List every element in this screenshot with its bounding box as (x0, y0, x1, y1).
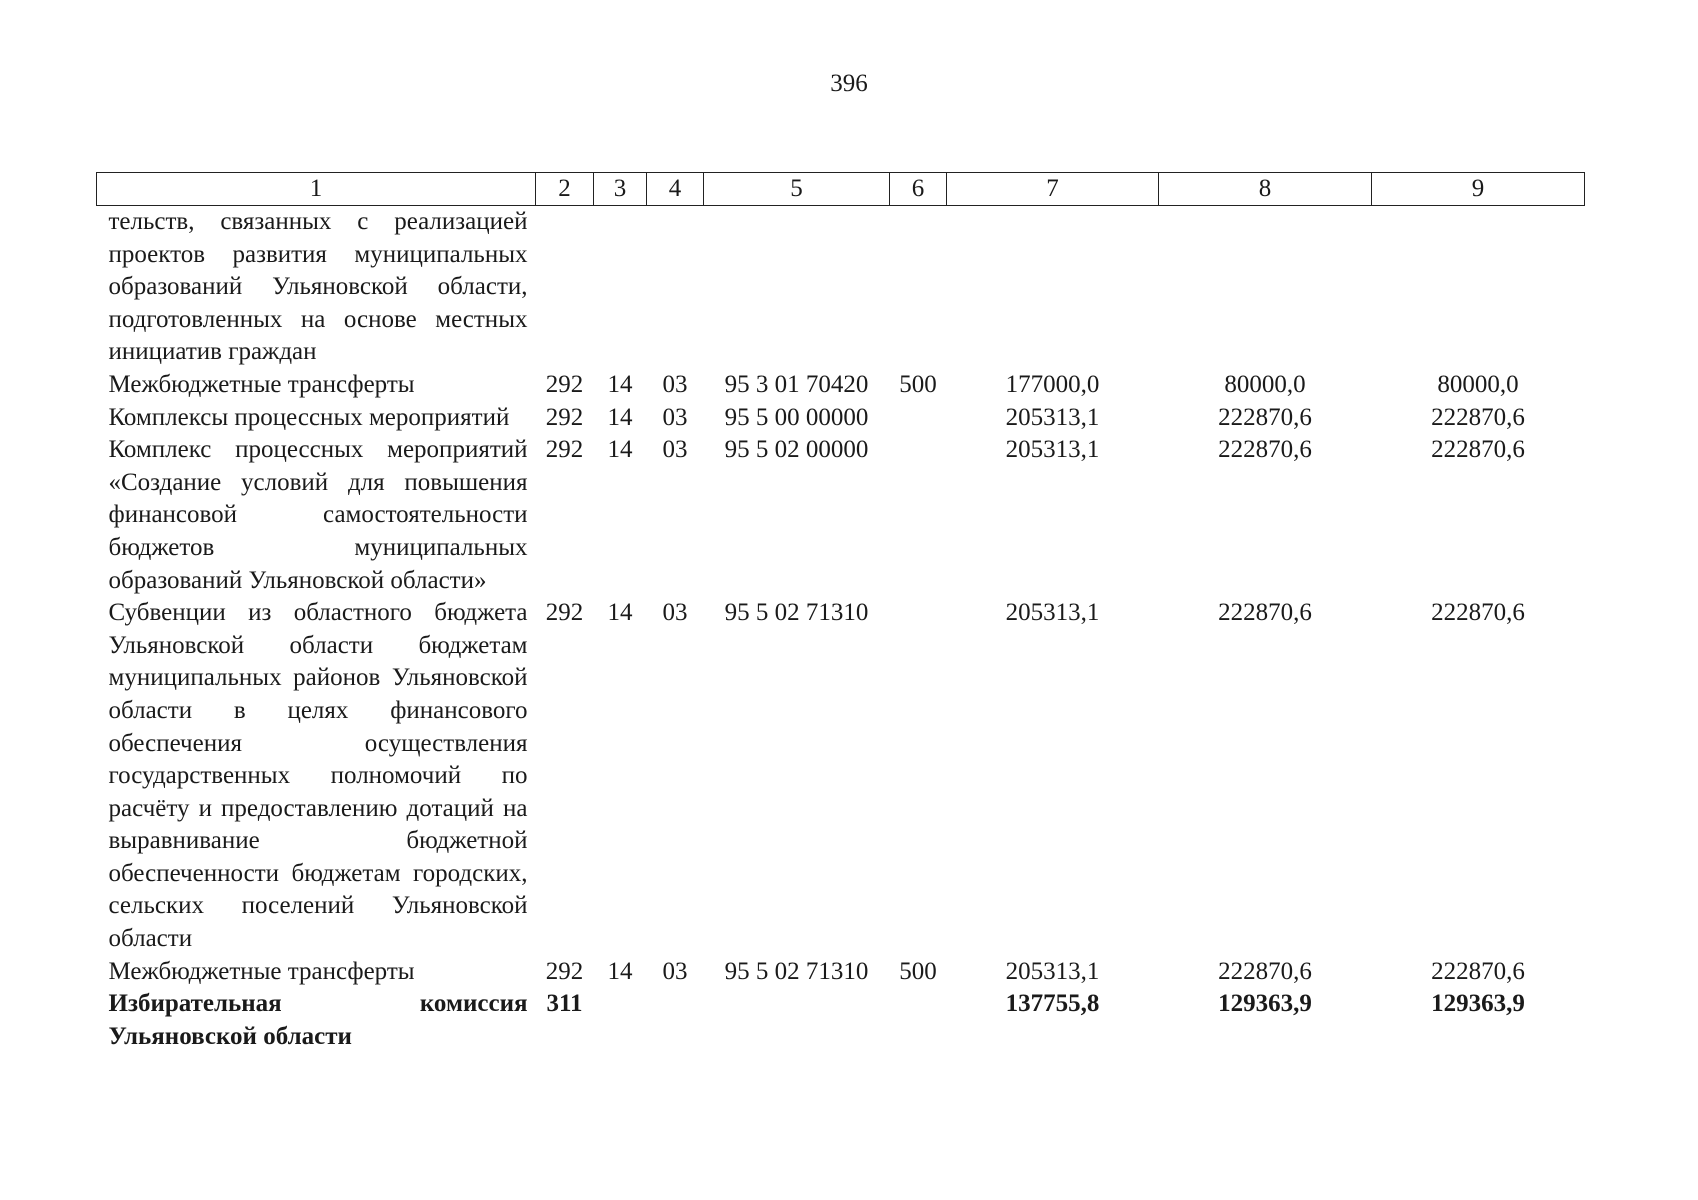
item-name-cell: Избирательная комиссия Ульяновской области (108, 990, 528, 1050)
table-row (97, 956, 1585, 989)
table-row (97, 206, 1585, 369)
expense-type-cell (890, 988, 947, 1053)
target-article-cell: 95 5 02 00000 (724, 436, 869, 464)
amount-year-2-cell: 222870,6 (1218, 436, 1312, 464)
amount-year-3-cell: 222870,6 (1431, 957, 1525, 985)
expense-type-cell (890, 597, 947, 956)
column-header-3: 3 (594, 173, 647, 206)
expense-type-cell: 500 (899, 370, 937, 398)
section-cell: 14 (607, 957, 633, 985)
amount-year-1-cell (947, 206, 1159, 369)
ministry-code-cell: 292 (545, 370, 584, 398)
amount-year-1-cell: 205313,1 (1005, 436, 1100, 464)
table-body (97, 206, 1585, 1054)
amount-year-3-cell: 222870,6 (1431, 599, 1525, 627)
target-article-cell: 95 3 01 70420 (724, 370, 869, 398)
column-header-5: 5 (704, 173, 890, 206)
amount-year-2-cell: 129363,9 (1218, 990, 1312, 1018)
amount-year-2-cell (1159, 206, 1372, 369)
expense-type-cell (890, 434, 947, 597)
section-cell: 14 (607, 436, 633, 464)
amount-year-3-cell: 222870,6 (1431, 403, 1525, 431)
item-name-cell: Комплексы процессных мероприятий (108, 403, 510, 431)
amount-year-1-cell: 177000,0 (1005, 370, 1100, 398)
table-row (97, 402, 1585, 435)
amount-year-3-cell: 222870,6 (1431, 436, 1525, 464)
target-article-cell (704, 206, 890, 369)
amount-year-2-cell: 222870,6 (1218, 599, 1312, 627)
ministry-code-cell: 292 (545, 403, 584, 431)
section-cell: 14 (607, 370, 633, 398)
amount-year-1-cell: 137755,8 (1005, 990, 1100, 1018)
column-header-9: 9 (1372, 173, 1585, 206)
item-name-cell: Межбюджетные трансферты (108, 370, 415, 398)
column-header-1: 1 (97, 173, 536, 206)
item-name-cell: Межбюджетные трансферты (108, 957, 415, 985)
table-row (97, 434, 1585, 597)
expense-type-cell (890, 402, 947, 435)
item-name-cell: тельств, связанных с реализацией проектов развития муниципальных образований Ульяновской области, подготовленных на основе местных инициатив граждан (108, 208, 528, 366)
column-header-8: 8 (1159, 173, 1372, 206)
page-number: 396 (830, 70, 868, 97)
section-cell (594, 988, 647, 1053)
amount-year-1-cell: 205313,1 (1005, 403, 1100, 431)
ministry-code-cell: 292 (545, 436, 584, 464)
subsection-cell: 03 (662, 436, 688, 464)
amount-year-3-cell (1372, 206, 1585, 369)
table-row (97, 369, 1585, 402)
section-cell (594, 206, 647, 369)
column-header-4: 4 (647, 173, 704, 206)
expense-type-cell: 500 (899, 957, 937, 985)
amount-year-2-cell: 80000,0 (1224, 370, 1306, 398)
ministry-code-cell (536, 206, 594, 369)
target-article-cell: 95 5 02 71310 (724, 599, 869, 627)
subsection-cell: 03 (662, 599, 688, 627)
budget-table (96, 172, 1585, 1053)
section-cell: 14 (607, 403, 633, 431)
ministry-code-cell: 292 (545, 599, 584, 627)
section-cell: 14 (607, 599, 633, 627)
amount-year-3-cell: 80000,0 (1437, 370, 1519, 398)
column-header-2: 2 (536, 173, 594, 206)
header-row (97, 173, 1585, 206)
table-row (97, 988, 1585, 1053)
target-article-cell: 95 5 00 00000 (724, 403, 869, 431)
column-header-6: 6 (890, 173, 947, 206)
column-header-7: 7 (947, 173, 1159, 206)
amount-year-2-cell: 222870,6 (1218, 403, 1312, 431)
amount-year-1-cell: 205313,1 (1005, 599, 1100, 627)
ministry-code-cell: 292 (545, 957, 584, 985)
subsection-cell: 03 (662, 957, 688, 985)
subsection-cell (647, 206, 704, 369)
table-row (97, 597, 1585, 956)
subsection-cell: 03 (662, 370, 688, 398)
target-article-cell (704, 988, 890, 1053)
amount-year-2-cell: 222870,6 (1218, 957, 1312, 985)
target-article-cell: 95 5 02 71310 (724, 957, 869, 985)
item-name-cell: Комплекс процессных мероприятий «Создание условий для повышения финансовой самостоятельности бюджетов муниципальных образований Ульяновской области» (108, 436, 528, 594)
expense-type-cell (890, 206, 947, 369)
amount-year-1-cell: 205313,1 (1005, 957, 1100, 985)
item-name-cell: Субвенции из областного бюджета Ульяновской области бюджетам муниципальных районов Ульяновской области в целях финансового обеспечения осуществления государственных полномочий по расчёту и предоставлению дотаций на выравнивание бюджетной обеспеченности бюджетам городских, сельских поселений Ульяновской области (108, 599, 528, 953)
ministry-code-cell: 311 (546, 990, 583, 1018)
subsection-cell: 03 (662, 403, 688, 431)
amount-year-3-cell: 129363,9 (1431, 990, 1525, 1018)
subsection-cell (647, 988, 704, 1053)
